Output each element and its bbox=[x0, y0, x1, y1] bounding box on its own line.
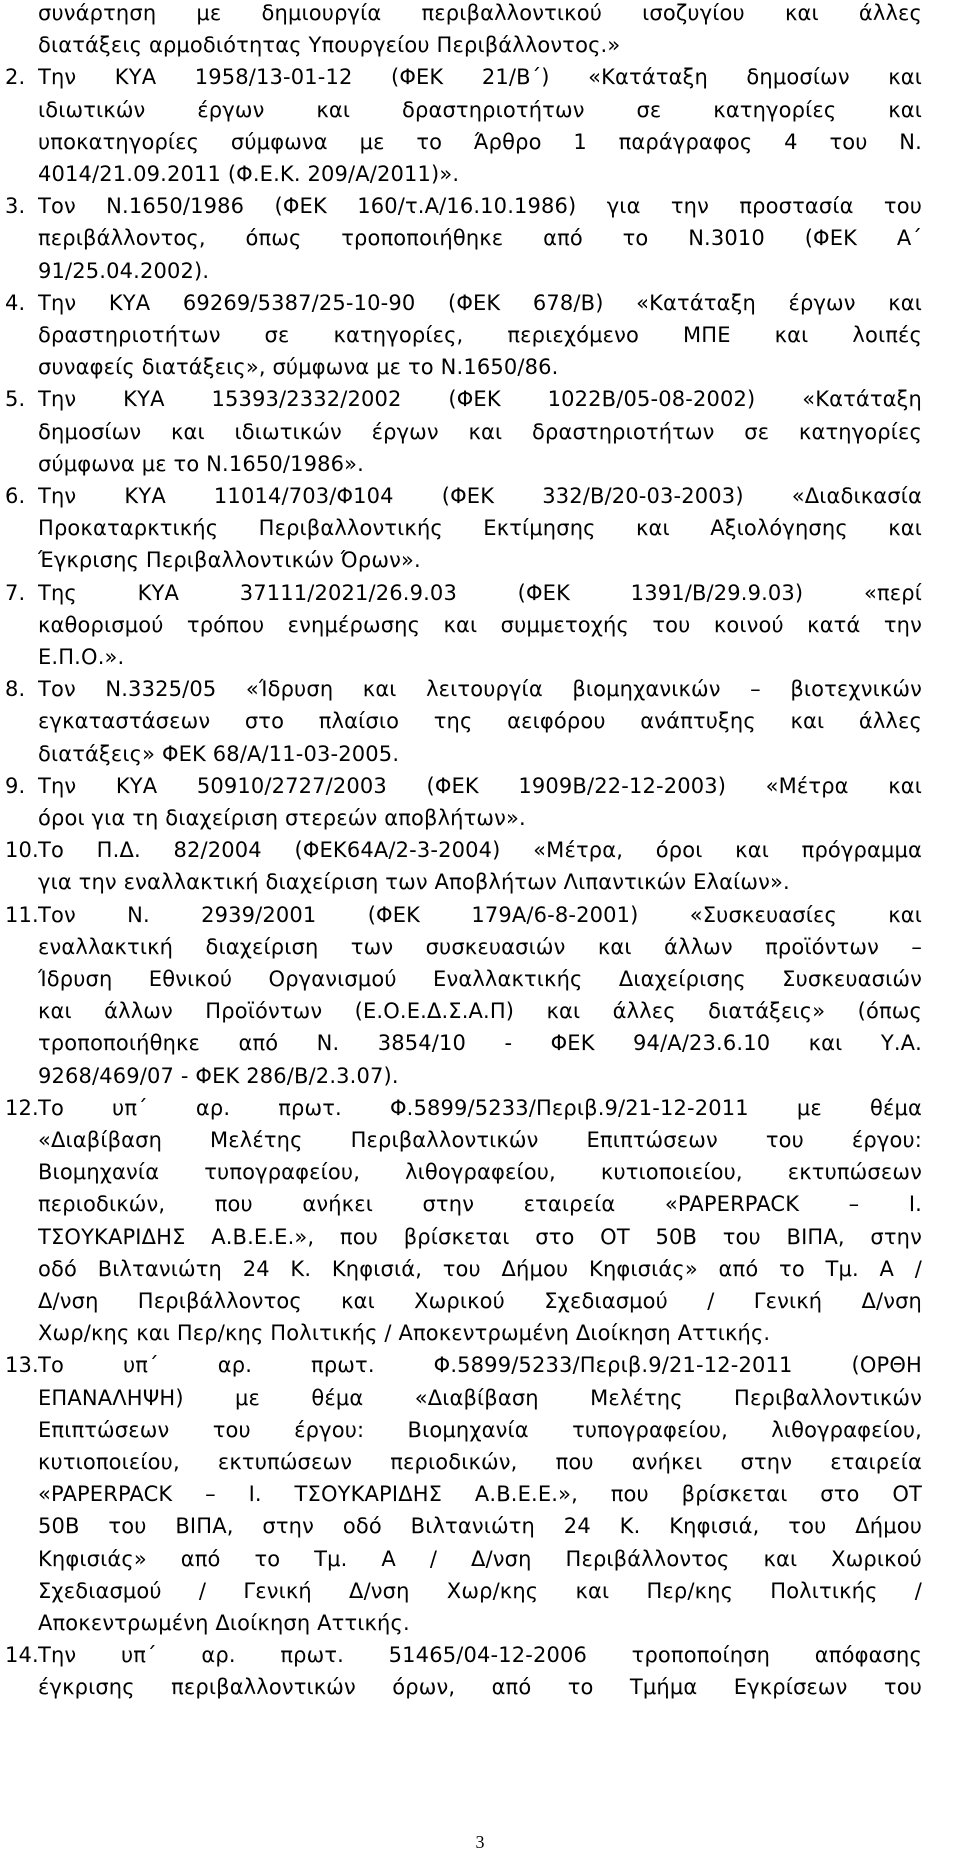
text-line: Της ΚΥΑ 37111/2021/26.9.03 (ΦΕΚ 1391/Β/29.9.03) «περί bbox=[38, 580, 922, 605]
text-line: σύμφωνα με το Ν.1650/1986». bbox=[38, 451, 364, 476]
list-item-number: 11. bbox=[5, 902, 39, 927]
list-item-number: 13. bbox=[5, 1353, 39, 1378]
text-line: Δ/νση Περιβάλλοντος και Χωρικού Σχεδιασμού / Γενική Δ/νση bbox=[38, 1289, 922, 1313]
text-line: Τον Ν.3325/05 «Ίδρυση και λειτουργία βιομηχανικών – βιοτεχνικών bbox=[38, 677, 922, 702]
text-line: διατάξεις» ΦΕΚ 68/Α/11-03-2005. bbox=[38, 741, 400, 766]
text-line: συναφείς διατάξεις», σύμφωνα με το Ν.1650/86. bbox=[38, 355, 559, 380]
text-line: Χωρ/κης και Περ/κης Πολιτικής / Αποκεντρωμένη Διοίκηση Αττικής. bbox=[38, 1321, 771, 1346]
text-line: 50Β του ΒΙΠΑ, στην οδό Βιλτανιώτη 24 Κ. Κηφισιά, του Δήμου bbox=[38, 1514, 922, 1539]
text-line: όροι για τη διαχείριση στερεών αποβλήτων». bbox=[38, 806, 526, 830]
list-item-number: 8. bbox=[5, 677, 26, 702]
text-line: διατάξεις αρμοδιότητας Υπουργείου Περιβάλλοντος.» bbox=[38, 33, 621, 58]
text-line: συνάρτηση με δημιουργία περιβαλλοντικού ισοζυγίου και άλλες bbox=[38, 1, 922, 25]
text-line: έγκρισης περιβαλλοντικών όρων, από το Τμήμα Εγκρίσεων του bbox=[38, 1675, 922, 1700]
text-line: ΕΠΑΝΑΛΗΨΗ) με θέμα «Διαβίβαση Μελέτης Περιβαλλοντικών bbox=[38, 1385, 922, 1410]
text-line: Την ΚΥΑ 15393/2332/2002 (ΦΕΚ 1022Β/05-08-2002) «Κατάταξη bbox=[38, 387, 922, 412]
list-item-number: 4. bbox=[5, 290, 26, 315]
text-line: Την ΚΥΑ 11014/703/Φ104 (ΦΕΚ 332/Β/20-03-2003) «Διαδικασία bbox=[38, 484, 922, 508]
text-line: Ε.Π.Ο.». bbox=[38, 645, 125, 669]
list-item-number: 3. bbox=[5, 194, 26, 219]
text-line: Το υπ΄ αρ. πρωτ. Φ.5899/5233/Περιβ.9/21-12-2011 (ΟΡΘΗ bbox=[38, 1353, 922, 1378]
list-item-number: 2. bbox=[5, 65, 26, 90]
text-line: Τον Ν.1650/1986 (ΦΕΚ 160/τ.Α/16.10.1986) για την προστασία του bbox=[38, 194, 922, 219]
text-line: Την ΚΥΑ 50910/2727/2003 (ΦΕΚ 1909Β/22-12-2003) «Μέτρα και bbox=[38, 773, 922, 798]
text-line: Έγκρισης Περιβαλλοντικών Όρων». bbox=[38, 548, 421, 573]
text-line: εγκαταστάσεων στο πλαίσιο της αειφόρου ανάπτυξης και άλλες bbox=[38, 709, 922, 734]
text-line: Τον Ν. 2939/2001 (ΦΕΚ 179Α/6-8-2001) «Συσκευασίες και bbox=[38, 902, 922, 927]
text-line: οδό Βιλτανιώτη 24 Κ. Κηφισιά, του Δήμου Κηφισιάς» από το Τμ. Α / bbox=[38, 1256, 922, 1281]
text-line: Ίδρυση Εθνικού Οργανισμού Εναλλακτικής Διαχείρισης Συσκευασιών bbox=[38, 967, 922, 991]
text-line: Προκαταρκτικής Περιβαλλοντικής Εκτίμησης και Αξιολόγησης και bbox=[38, 516, 922, 541]
list-item-number: 10. bbox=[5, 838, 39, 863]
text-line: δημοσίων και ιδιωτικών έργων και δραστηριοτήτων σε κατηγορίες bbox=[38, 419, 922, 444]
text-line: Βιομηχανία τυπογραφείου, λιθογραφείου, κυτιοποιείου, εκτυπώσεων bbox=[38, 1160, 922, 1185]
text-line: για την εναλλακτική διαχείριση των Αποβλήτων Λιπαντικών Ελαίων». bbox=[38, 870, 790, 895]
text-line: Την ΚΥΑ 1958/13-01-12 (ΦΕΚ 21/Β΄) «Κατάταξη δημοσίων και bbox=[38, 65, 922, 90]
text-line: «Διαβίβαση Μελέτης Περιβαλλοντικών Επιπτώσεων του έργου: bbox=[38, 1128, 922, 1152]
text-line: ιδιωτικών έργων και δραστηριοτήτων σε κατηγορίες και bbox=[38, 97, 922, 122]
text-line: κυτιοποιείου, εκτυπώσεων περιοδικών, που ανήκει στην εταιρεία bbox=[38, 1450, 922, 1474]
text-line: και άλλων Προϊόντων (Ε.Ο.Ε.Δ.Σ.Α.Π) και άλλες διατάξεις» (όπως bbox=[38, 999, 922, 1024]
text-line: «PAPERPACK – Ι. ΤΣΟΥΚΑΡΙΔΗΣ Α.Β.Ε.Ε.», που βρίσκεται στο ΟΤ bbox=[38, 1482, 922, 1507]
list-item-number: 14. bbox=[5, 1643, 39, 1668]
text-line: περιοδικών, που ανήκει στην εταιρεία «PAPERPACK – Ι. bbox=[38, 1192, 922, 1217]
text-line: Αποκεντρωμένη Διοίκηση Αττικής. bbox=[38, 1611, 410, 1635]
text-line: ΤΣΟΥΚΑΡΙΔΗΣ Α.Β.Ε.Ε.», που βρίσκεται στο ΟΤ 50Β του ΒΙΠΑ, στην bbox=[38, 1224, 922, 1249]
list-item-number: 9. bbox=[5, 773, 26, 798]
text-line: Επιπτώσεων του έργου: Βιομηχανία τυπογραφείου, λιθογραφείου, bbox=[38, 1417, 922, 1442]
text-line: υποκατηγορίες σύμφωνα με το Άρθρο 1 παράγραφος 4 του Ν. bbox=[38, 129, 922, 154]
list-item-number: 7. bbox=[5, 580, 26, 605]
text-line: Το υπ΄ αρ. πρωτ. Φ.5899/5233/Περιβ.9/21-12-2011 με θέμα bbox=[38, 1095, 922, 1120]
text-line: 91/25.04.2002). bbox=[38, 258, 210, 283]
text-line: περιβάλλοντος, όπως τροποποιήθηκε από το Ν.3010 (ΦΕΚ Α΄ bbox=[38, 226, 922, 251]
text-line: Κηφισιάς» από το Τμ. Α / Δ/νση Περιβάλλοντος και Χωρικού bbox=[38, 1546, 922, 1571]
list-item-number: 12. bbox=[5, 1095, 39, 1120]
text-line: 9268/469/07 - ΦΕΚ 286/Β/2.3.07). bbox=[38, 1063, 399, 1088]
text-line: 4014/21.09.2011 (Φ.Ε.Κ. 209/Α/2011)». bbox=[38, 162, 460, 186]
list-item-number: 5. bbox=[5, 387, 26, 412]
text-line: τροποποιήθηκε από Ν. 3854/10 - ΦΕΚ 94/Α/23.6.10 και Υ.Α. bbox=[38, 1031, 922, 1056]
text-line: Σχεδιασμού / Γενική Δ/νση Χωρ/κης και Περ/κης Πολιτικής / bbox=[38, 1578, 922, 1603]
text-line: Την υπ΄ αρ. πρωτ. 51465/04-12-2006 τροποποίηση απόφασης bbox=[38, 1643, 922, 1668]
text-line: Την ΚΥΑ 69269/5387/25-10-90 (ΦΕΚ 678/Β) «Κατάταξη έργων και bbox=[38, 290, 922, 315]
text-line: εναλλακτική διαχείριση των συσκευασιών και άλλων προϊόντων – bbox=[38, 934, 922, 959]
text-line: Το Π.Δ. 82/2004 (ΦΕΚ64Α/2-3-2004) «Μέτρα, όροι και πρόγραμμα bbox=[38, 838, 922, 863]
list-item-number: 6. bbox=[5, 484, 26, 508]
text-line: δραστηριοτήτων σε κατηγορίες, περιεχόμενο ΜΠΕ και λοιπές bbox=[38, 323, 922, 347]
text-line: καθορισμού τρόπου ενημέρωσης και συμμετοχής του κοινού κατά την bbox=[38, 612, 922, 637]
page-number: 3 bbox=[475, 1832, 485, 1852]
